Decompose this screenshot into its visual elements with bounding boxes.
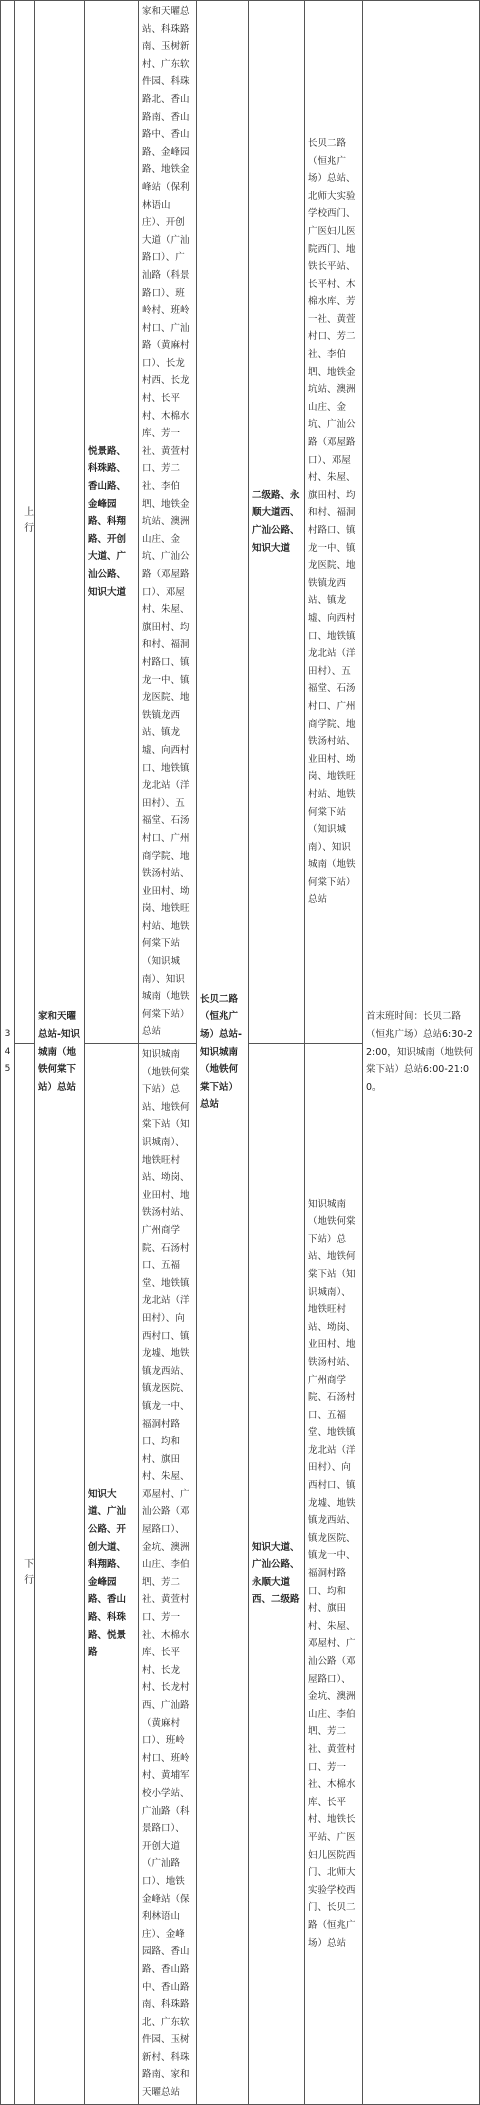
table-row-up	[1, 1, 480, 1044]
down-roads-b: 知识大道、广汕公路、永顺大道西、二级路	[249, 1044, 305, 2105]
up-stops-b: 长贝二路（恒兆广场）总站、北师大实验学校西门、广医妇儿医院西门、地铁长平站、长平村、木棉水库、芳一社、黄萱村口、芳二社、李伯垇、地铁金坑站、澳洲山庄、金坑、广汕公路（邓屋路口）、邓屋村、朱屋、旗田村、均和村、福洞村路口、镇龙一中、镇龙医院、地铁镇龙西站、镇龙墟、向西村口、地铁镇龙北站（洋田村）、五福堂、石汤村口、广州商学院、地铁汤村站、业田村、坳岗、地铁旺村站、地铁何棠下站（知识城南）、知识城南（地铁何棠下站）总站	[305, 1, 363, 1044]
direction-up: 上行	[15, 1, 35, 1044]
down-stops-b: 知识城南（地铁何棠下站）总站、地铁何棠下站（知识城南）、地铁旺村站、坳岗、业田村、地铁汤村站、广州商学院、石汤村口、五福堂、地铁镇龙北站（洋田村）、向西村口、镇龙墟、地铁镇龙西站、镇龙医院、镇龙一中、福洞村路口、均和村、旗田村、朱屋、邓屋村、广汕公路（邓屋路口）、金坑、澳洲山庄、李伯垇、芳二社、黄萱村口、芳一社、木棉水库、长平村、地铁长平站、广医妇儿医院西门、北师大实验学校西门、长贝二路（恒兆广场）总站	[305, 1044, 363, 2105]
route-number: 345	[1, 1, 15, 2105]
down-stops-a: 知识城南（地铁何棠下站）总站、地铁何棠下站（知识城南）、地铁旺村站、坳岗、业田村、地铁汤村站、广州商学院、石汤村口、五福堂、地铁镇龙北站（洋田村）、向西村口、镇龙墟、地铁镇龙西站、镇龙医院、镇龙一中、福洞村路口、均和村、旗田村、朱屋、邓屋村、广汕公路（邓屋路口）、金坑、澳洲山庄、李伯垇、芳二社、黄萱村口、芳一社、木棉水库、长平村、长龙村、长龙村西、广汕路（黄麻村口）、班岭村口、班岭村、黄埔军校小学站、广汕路（科景路口）、开创大道（广汕路口）、地铁金峰站（保利林语山庄）、金峰园路、香山路、香山路中、香山路南、科珠路北、广东软件园、玉树新村、科珠路南、家和天曜总站	[139, 1044, 197, 2105]
route-name: 家和天曜总站-知识城南（地铁何棠下站）总站	[35, 1, 85, 2105]
up-stops-a: 家和天曜总站、科珠路南、玉树新村、广东软件园、科珠路北、香山路南、香山路中、香山路、金峰园路、地铁金峰站（保利林语山庄）、开创大道（广汕路口）、广汕路（科景路口）、班岭村、班岭村口、广汕路（黄麻村口）、长龙村西、长龙村、长平村、木棉水库、芳一社、黄萱村口、芳二社、李伯垇、地铁金坑站、澳洲山庄、金坑、广汕公路（邓屋路口）、邓屋村、朱屋、旗田村、均和村、福洞村路口、镇龙一中、镇龙医院、地铁镇龙西站、镇龙墟、向西村口、地铁镇龙北站（洋田村）、五福堂、石汤村口、广州商学院、地铁汤村站、业田村、坳岗、地铁旺村站、地铁何棠下站（知识城南）、知识城南（地铁何棠下站）总站	[139, 1, 197, 1044]
down-roads-a: 知识大道、广汕公路、开创大道、科翔路、金峰园路、香山路、科珠路、悦景路	[85, 1044, 139, 2105]
up-roads-a: 悦景路、科珠路、香山路、金峰园路、科翔路、开创大道、广汕公路、知识大道	[85, 1, 139, 1044]
route-terminus: 长贝二路（恒兆广场）总站-知识城南（地铁何棠下站）总站	[197, 1, 249, 2105]
up-roads-b: 二级路、永顺大道西、广汕公路、知识大道	[249, 1, 305, 1044]
direction-down: 下行	[15, 1044, 35, 2105]
schedule-note: 首末班时间：长贝二路（恒兆广场）总站6:30-22:00，知识城南（地铁何棠下站）总站6:00-21:00。	[363, 1, 480, 2105]
